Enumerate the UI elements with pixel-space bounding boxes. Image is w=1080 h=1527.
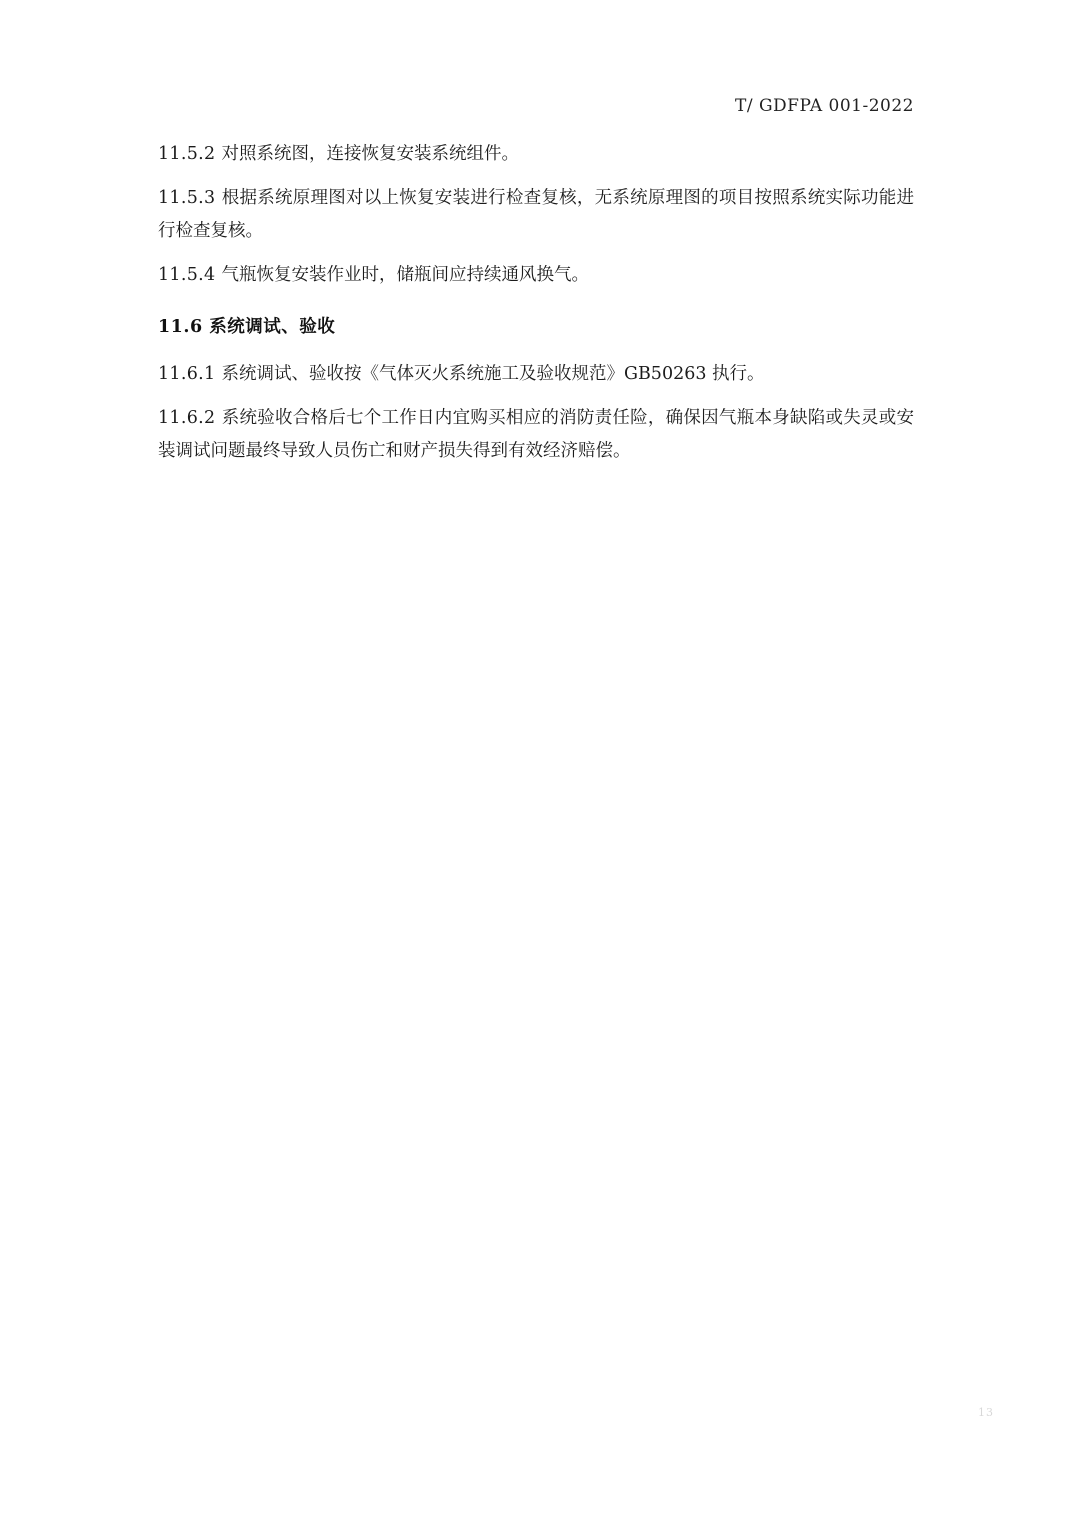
clause-11-6-2: [158, 402, 914, 468]
clause-number: 11.5.2: [158, 144, 216, 164]
clause-text: 根据系统原理图对以上恢复安装进行检查复核，无系统原理图的项目按照系统实际功能进行检查复核。: [158, 188, 914, 241]
clause-11-5-2: [158, 138, 914, 171]
section-heading-11-6: 11.6 系统调试、验收: [158, 317, 336, 337]
clause-text: 气瓶恢复安装作业时，储瓶间应持续通风换气。: [221, 265, 589, 285]
page-content: [158, 0, 914, 1527]
clause-number: 11.6.1: [158, 364, 216, 384]
clause-number: 11.5.3: [158, 188, 216, 208]
clause-11-5-4: [158, 259, 914, 292]
page-header-standard-code: T/ GDFPA 001-2022: [735, 96, 914, 116]
clause-text: 系统调试、验收按《气体灭火系统施工及验收规范》GB50263 执行。: [221, 364, 765, 384]
clause-text: 对照系统图，连接恢复安装系统组件。: [221, 144, 519, 164]
clause-text: 系统验收合格后七个工作日内宜购买相应的消防责任险，确保因气瓶本身缺陷或失灵或安装调试问题最终导致人员伤亡和财产损失得到有效经济赔偿。: [158, 408, 914, 461]
clause-11-6-1: [158, 358, 914, 391]
document-body: [158, 138, 914, 479]
clause-number: 11.5.4: [158, 265, 216, 285]
clause-11-5-3: [158, 182, 914, 248]
page-number-mark: 13: [978, 1406, 994, 1419]
clause-number: 11.6.2: [158, 408, 216, 428]
